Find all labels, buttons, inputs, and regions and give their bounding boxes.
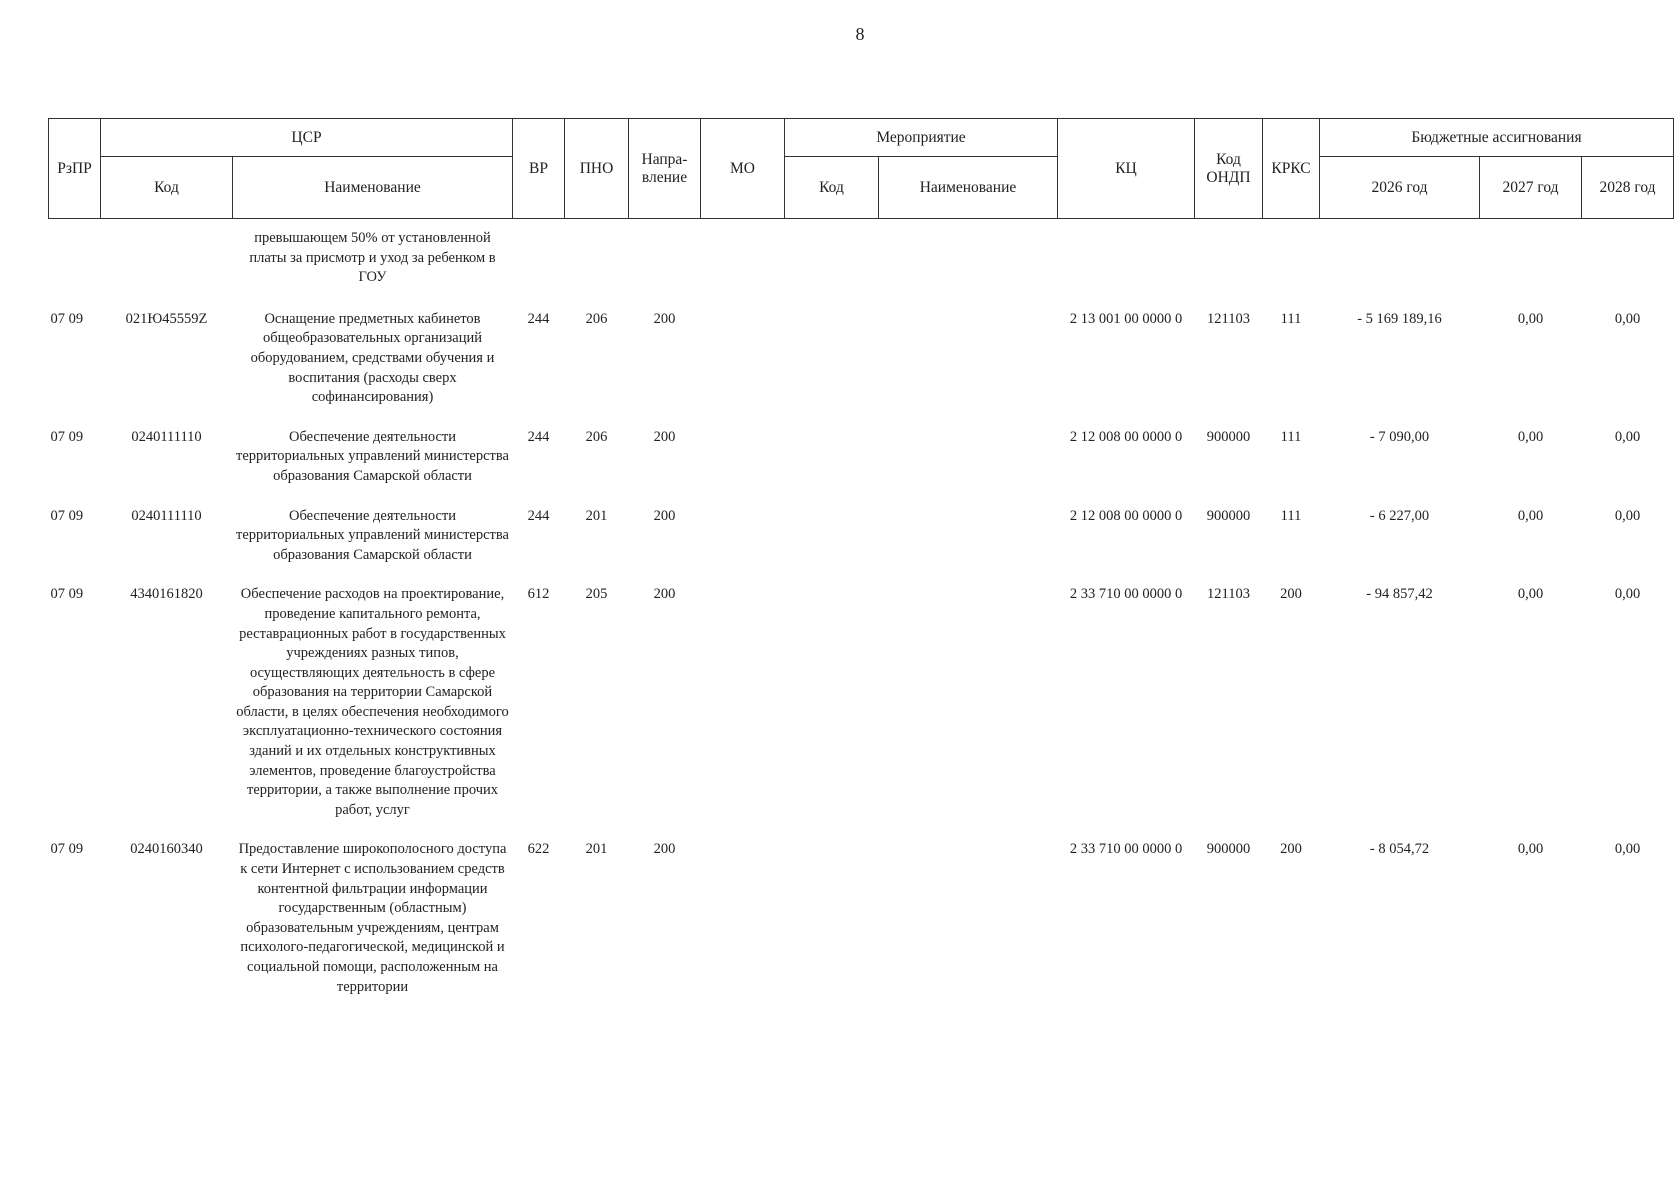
cell-ondp: 121103 xyxy=(1207,586,1250,603)
header-event-name: Наименование xyxy=(879,157,1058,219)
cell-event-code xyxy=(785,428,879,507)
cell-rzpr: 07 09 xyxy=(50,586,84,603)
header-kc: КЦ xyxy=(1058,119,1195,219)
cell-csr-code: 4340161820 xyxy=(130,586,203,603)
cell-rzpr: 07 09 xyxy=(50,310,84,327)
budget-table xyxy=(48,118,1674,997)
header-pno: ПНО xyxy=(565,119,629,219)
cell-pno: 201 xyxy=(585,841,608,858)
table-body xyxy=(49,219,1674,998)
cell-event-name xyxy=(879,428,1058,507)
header-ondp: Код ОНДП xyxy=(1195,119,1263,219)
cell-csr-name: Обеспечение деятельности территориальных управлений министерства образования Самарской области xyxy=(236,428,509,484)
header-rzpr: РзПР xyxy=(49,119,101,219)
cell-event-code xyxy=(785,585,879,840)
header-budget: Бюджетные ассигнования xyxy=(1320,119,1674,157)
cell-event-code xyxy=(785,840,879,997)
cell-ondp: 121103 xyxy=(1207,310,1250,327)
cell-event-code xyxy=(785,310,879,428)
cell-direction: 200 xyxy=(653,310,676,327)
cell-krks: 200 xyxy=(1280,586,1302,603)
cell-krks: 111 xyxy=(1280,310,1302,327)
continuation-row xyxy=(49,219,1674,310)
cell-csr-code: 021Ю45559Z xyxy=(125,310,208,327)
cell-mo xyxy=(701,840,785,997)
cell-csr-name: Оснащение предметных кабинетов общеобразовательных организаций оборудованием, средствами обучения и воспитания (расходы сверх софинансирования) xyxy=(250,310,495,406)
cell-rzpr: 07 09 xyxy=(50,507,84,524)
cell-ondp: 900000 xyxy=(1206,507,1251,524)
cell-pno: 205 xyxy=(585,586,608,603)
cell-2027: 0,00 xyxy=(1517,586,1544,603)
header-2028: 2028 год xyxy=(1582,157,1674,219)
cell-csr-code: 0240111110 xyxy=(131,428,202,445)
cell-direction: 200 xyxy=(653,586,676,603)
cell-event-name xyxy=(879,585,1058,840)
cell-2028: 0,00 xyxy=(1614,507,1641,524)
cell-2026: - 5 169 189,16 xyxy=(1357,310,1442,327)
cell-event-code xyxy=(785,507,879,586)
cell-pno: 206 xyxy=(585,310,608,327)
cell-2027: 0,00 xyxy=(1517,428,1544,445)
cell-csr-name: Обеспечение расходов на проектирование, проведение капитального ремонта, реставрационных работ в государственных учреждениях разных типов, осуществляющих деятельность в сфере образования на территории Самарской области, в целях обеспечения необходимого эксплуатационно-технического состояния зданий и их отдельных конструктивных элементов, проведение благоустройства территории, а также выполнение прочих работ, услуг xyxy=(236,586,509,818)
cell-2026: - 6 227,00 xyxy=(1369,507,1430,524)
cell-ondp: 900000 xyxy=(1206,841,1251,858)
cell-csr-code: 0240160340 xyxy=(130,841,203,858)
cell-2027: 0,00 xyxy=(1517,310,1544,327)
cell-event-name xyxy=(879,507,1058,586)
cell-kc: 2 33 710 00 0000 0 xyxy=(1069,841,1183,858)
cell-2026: - 8 054,72 xyxy=(1369,841,1430,858)
header-event: Мероприятие xyxy=(785,119,1058,157)
header-csr-code: Код xyxy=(101,157,233,219)
cell-2026: - 7 090,00 xyxy=(1369,428,1430,445)
table-row xyxy=(49,840,1674,997)
header-mo: МО xyxy=(701,119,785,219)
cell-vr: 612 xyxy=(527,586,550,603)
cell-kc: 2 12 008 00 0000 0 xyxy=(1069,507,1183,524)
cell-ondp: 900000 xyxy=(1206,428,1251,445)
cell-vr: 622 xyxy=(527,841,550,858)
cell-krks: 200 xyxy=(1280,841,1302,858)
cell-direction: 200 xyxy=(653,428,676,445)
cell-event-name xyxy=(879,840,1058,997)
header-2026: 2026 год xyxy=(1320,157,1480,219)
continuation-text: превышающем 50% от установленной платы за присмотр и уход за ребенком в ГОУ xyxy=(249,230,496,286)
table-row xyxy=(49,585,1674,840)
cell-mo xyxy=(701,310,785,428)
header-csr: ЦСР xyxy=(101,119,513,157)
cell-vr: 244 xyxy=(527,507,550,524)
cell-kc: 2 33 710 00 0000 0 xyxy=(1069,586,1183,603)
cell-2028: 0,00 xyxy=(1614,841,1641,858)
cell-kc: 2 13 001 00 0000 0 xyxy=(1069,310,1183,327)
cell-mo xyxy=(701,507,785,586)
cell-kc: 2 12 008 00 0000 0 xyxy=(1069,428,1183,445)
header-direction: Напра-вление xyxy=(629,119,701,219)
cell-mo xyxy=(701,428,785,507)
cell-2026: - 94 857,42 xyxy=(1366,586,1433,603)
cell-event-name xyxy=(879,310,1058,428)
page-number: 8 xyxy=(855,24,865,44)
cell-krks: 111 xyxy=(1280,507,1302,524)
cell-krks: 111 xyxy=(1280,428,1302,445)
cell-mo xyxy=(701,585,785,840)
cell-direction: 200 xyxy=(653,841,676,858)
header-krks: КРКС xyxy=(1263,119,1320,219)
cell-rzpr: 07 09 xyxy=(50,428,84,445)
cell-2027: 0,00 xyxy=(1517,507,1544,524)
table-row xyxy=(49,310,1674,428)
cell-pno: 201 xyxy=(585,507,608,524)
cell-direction: 200 xyxy=(653,507,676,524)
header-2027: 2027 год xyxy=(1480,157,1582,219)
cell-2028: 0,00 xyxy=(1614,586,1641,603)
cell-rzpr: 07 09 xyxy=(50,841,84,858)
cell-2028: 0,00 xyxy=(1614,428,1641,445)
cell-2028: 0,00 xyxy=(1614,310,1641,327)
header-vr: ВР xyxy=(513,119,565,219)
cell-csr-name: Предоставление широкополосного доступа к сети Интернет с использованием средств контентной фильтрации информации государственным (областным) образовательным учреждениям, центрам психолого-педагогической, медицинской и социальной помощи, расположенным на территории xyxy=(238,841,507,995)
cell-csr-code: 0240111110 xyxy=(131,507,202,524)
cell-csr-name: Обеспечение деятельности территориальных управлений министерства образования Самарской области xyxy=(236,507,509,563)
table-row xyxy=(49,428,1674,507)
cell-vr: 244 xyxy=(527,310,550,327)
header-event-code: Код xyxy=(785,157,879,219)
header-csr-name: Наименование xyxy=(233,157,513,219)
cell-pno: 206 xyxy=(585,428,608,445)
table-header xyxy=(49,119,1674,219)
cell-2027: 0,00 xyxy=(1517,841,1544,858)
table-row xyxy=(49,507,1674,586)
cell-vr: 244 xyxy=(527,428,550,445)
